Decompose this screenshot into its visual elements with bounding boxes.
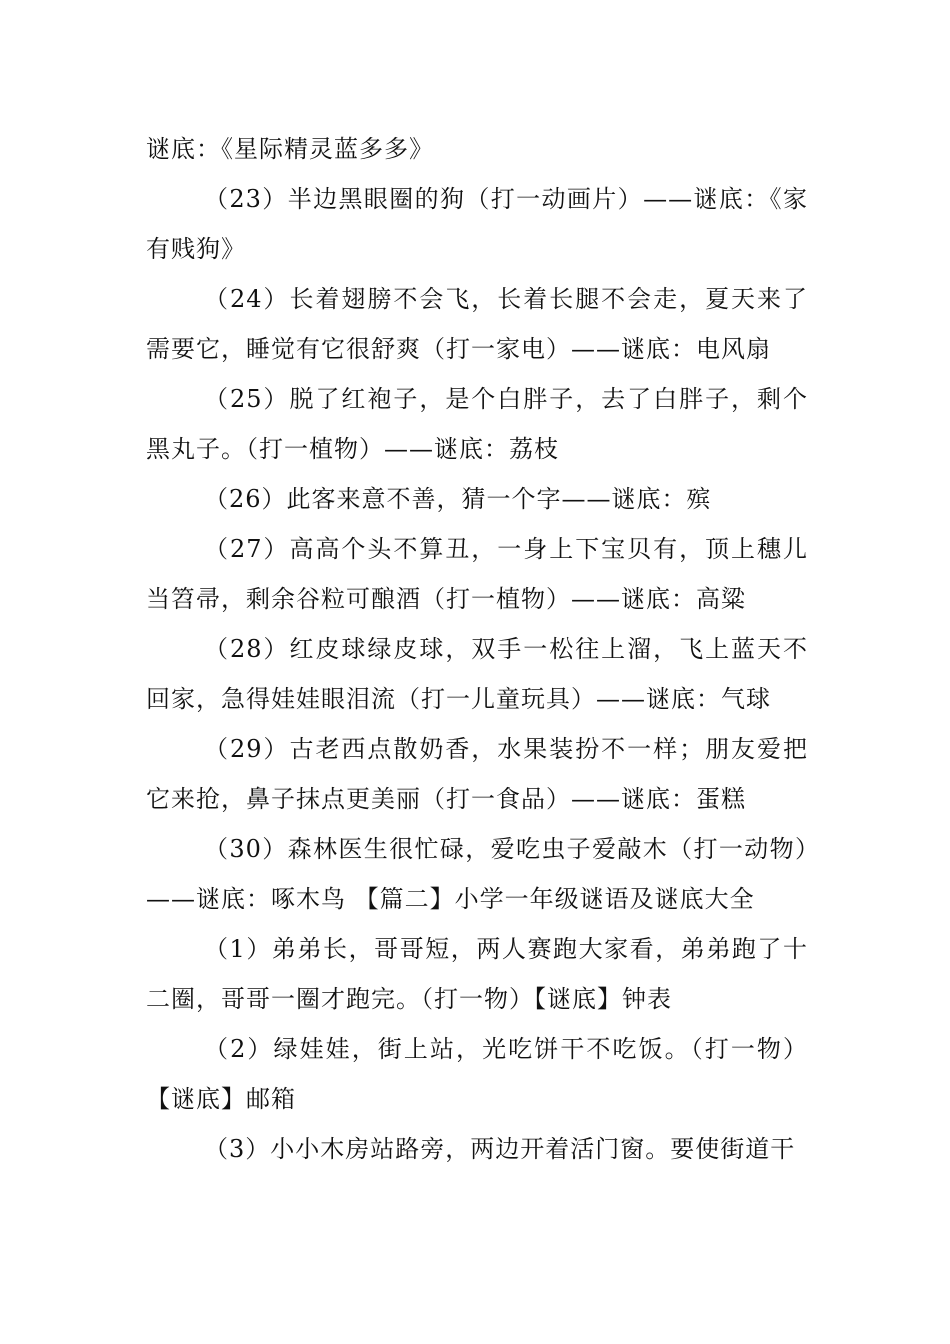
riddle-29: （29）古老西点散奶香，水果装扮不一样；朋友爱把它来抢，鼻子抹点更美丽（打一食品）——谜底：蛋糕	[146, 735, 808, 813]
riddle-25: （25）脱了红袍子，是个白胖子，去了白胖子，剩个黑丸子。（打一植物）——谜底：荔枝	[146, 385, 808, 463]
riddle-23: （23）半边黑眼圈的狗（打一动画片）——谜底：《家有贱狗》	[146, 185, 808, 263]
document-body	[146, 124, 808, 1174]
riddle-30: （30）森林医生很忙碌，爱吃虫子爱敲木（打一动物）——谜底：啄木鸟 【篇二】小学一年级谜语及谜底大全	[146, 835, 808, 913]
riddle-part2-2: （2）绿娃娃，街上站，光吃饼干不吃饭。（打一物）【谜底】邮箱	[146, 1035, 808, 1113]
riddle-27: （27）高高个头不算丑，一身上下宝贝有，顶上穗儿当笤帚，剩余谷粒可酿酒（打一植物）——谜底：高粱	[146, 535, 808, 613]
riddle-24: （24）长着翅膀不会飞，长着长腿不会走，夏天来了需要它，睡觉有它很舒爽（打一家电）——谜底：电风扇	[146, 285, 808, 363]
riddle-part2-1: （1）弟弟长，哥哥短，两人赛跑大家看，弟弟跑了十二圈，哥哥一圈才跑完。（打一物）【谜底】钟表	[146, 935, 808, 1013]
riddle-part2-3: （3）小小木房站路旁，两边开着活门窗。要使街道干	[204, 1135, 796, 1163]
riddle-26: （26）此客来意不善，猜一个字——谜底：殡	[204, 485, 712, 513]
paragraph-answer-22: 谜底：《星际精灵蓝多多》	[146, 135, 434, 163]
riddle-28: （28）红皮球绿皮球，双手一松往上溜，飞上蓝天不回家，急得娃娃眼泪流（打一儿童玩具）——谜底：气球	[146, 635, 808, 713]
